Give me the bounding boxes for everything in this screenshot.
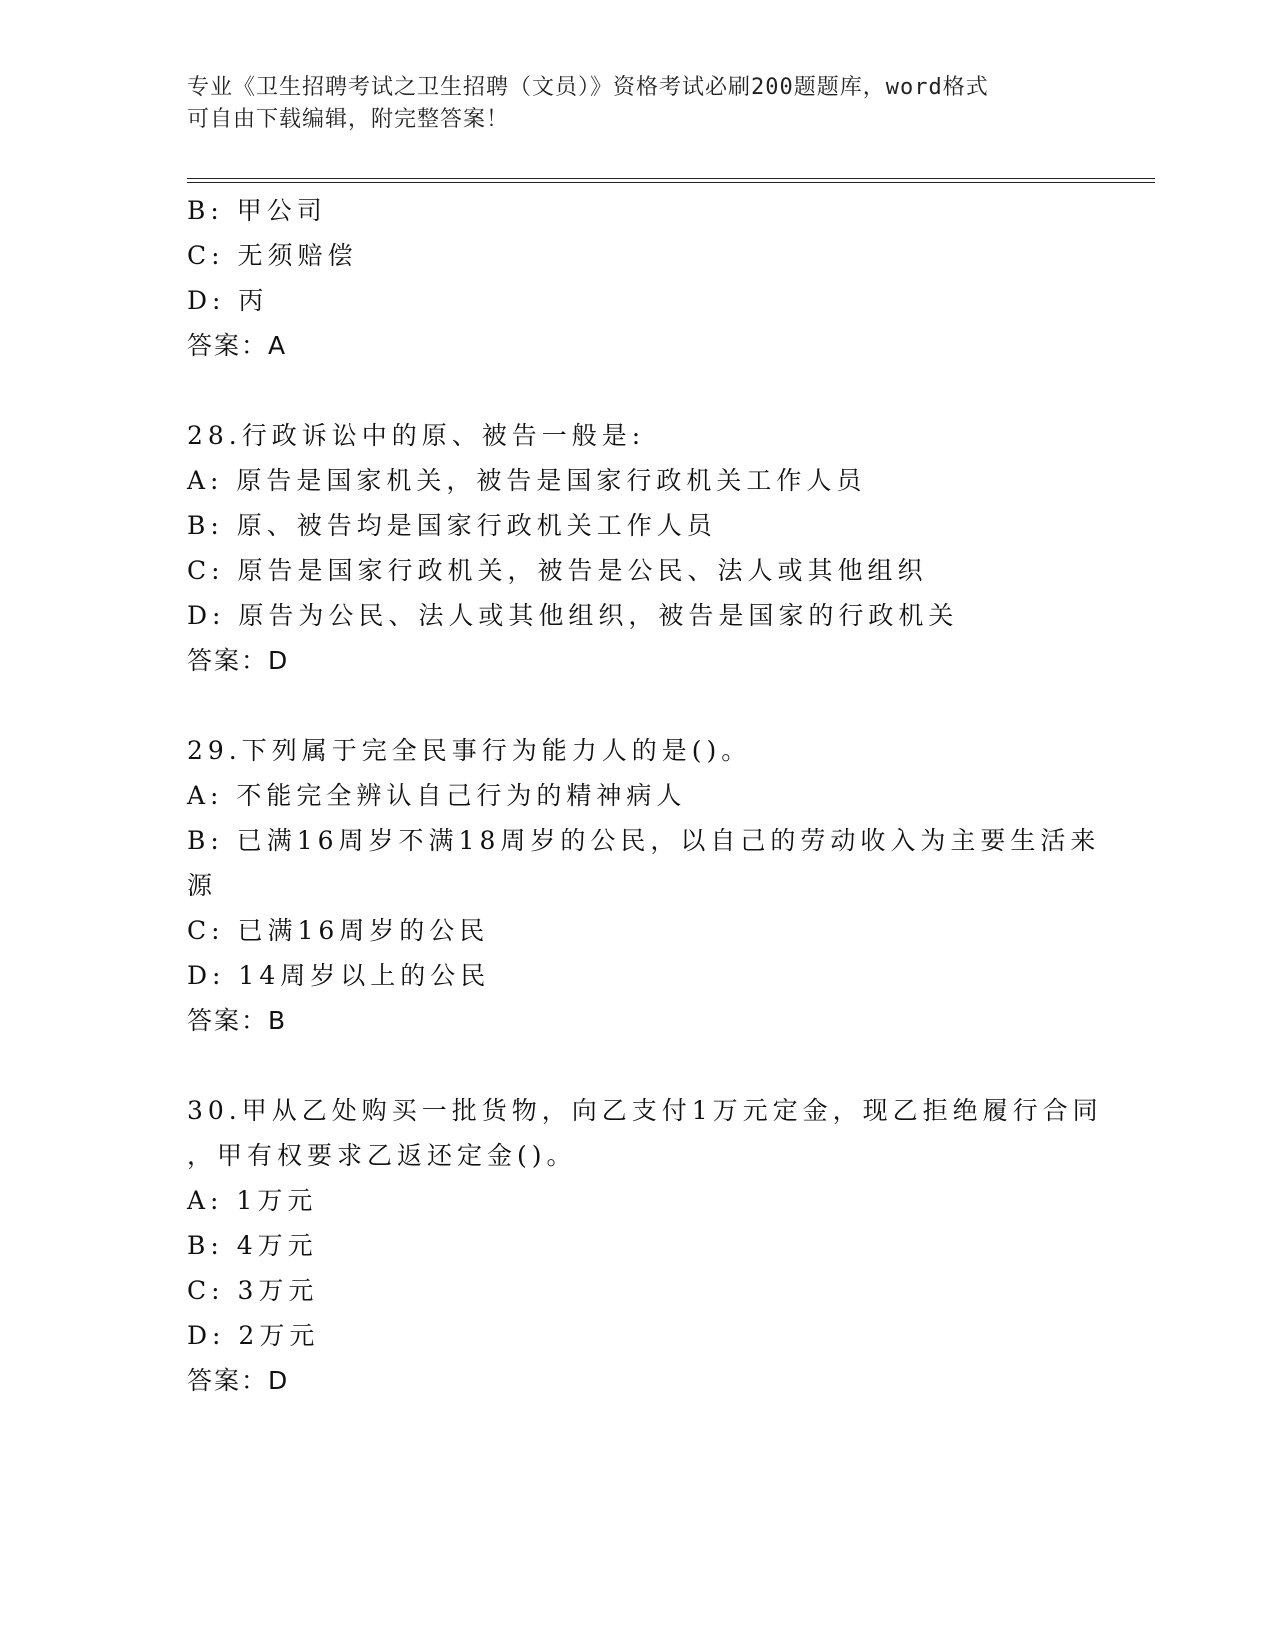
- q28-answer: 答案：D: [187, 646, 290, 675]
- q29-option-a: A: 不能完全辨认自己行为的精神病人: [187, 781, 687, 810]
- q30-option-c: C: 3万元: [187, 1276, 319, 1305]
- question-29-block: [187, 728, 1101, 1043]
- header-divider-bottom: [187, 182, 1155, 183]
- question-list: [187, 188, 1103, 1403]
- q30-option-a: A: 1万元: [187, 1186, 318, 1215]
- q29-option-b-line2: 源: [187, 871, 218, 900]
- q28-stem: 28.行政诉讼中的原、被告一般是:: [187, 421, 646, 450]
- q30-answer: 答案：D: [187, 1366, 290, 1395]
- spacer: [187, 683, 1087, 728]
- q27-option-d: D: 丙: [187, 286, 269, 315]
- spacer: [187, 368, 1087, 413]
- q30-stem-line1: 30.甲从乙处购买一批货物，向乙支付1万元定金，现乙拒绝履行合同: [187, 1096, 1103, 1125]
- question-27-block: [187, 188, 1087, 368]
- header-title-line2: 可自由下载编辑，附完整答案！: [187, 107, 510, 132]
- q29-option-c: C: 已满16周岁的公民: [187, 916, 490, 945]
- q30-option-b: B: 4万元: [187, 1231, 318, 1260]
- q29-answer: 答案：B: [187, 1006, 288, 1035]
- q30-option-d: D: 2万元: [187, 1321, 320, 1350]
- q30-stem-line2: ，甲有权要求乙返还定金()。: [187, 1141, 577, 1170]
- question-28-block: [187, 413, 1087, 683]
- spacer: [187, 1043, 1087, 1088]
- q28-option-a: A: 原告是国家机关，被告是国家行政机关工作人员: [187, 466, 867, 495]
- q29-option-d: D: 14周岁以上的公民: [187, 961, 491, 990]
- page-header: [187, 72, 1087, 136]
- q27-answer: 答案：A: [187, 331, 288, 360]
- q27-option-b: B: 甲公司: [187, 196, 327, 225]
- question-30-block: [187, 1088, 1103, 1403]
- header-divider-top: [187, 178, 1155, 179]
- q29-option-b-line1: B: 已满16周岁不满18周岁的公民，以自己的劳动收入为主要生活来: [187, 826, 1101, 855]
- q27-option-c: C: 无须赔偿: [187, 241, 358, 270]
- header-title-line1: 专业《卫生招聘考试之卫生招聘（文员）》资格考试必刷200题题库，word格式: [187, 75, 989, 100]
- q29-stem: 29.下列属于完全民事行为能力人的是()。: [187, 736, 752, 765]
- q28-option-b: B: 原、被告均是国家行政机关工作人员: [187, 511, 717, 540]
- q28-option-d: D: 原告为公民、法人或其他组织，被告是国家的行政机关: [187, 601, 959, 630]
- q28-option-c: C: 原告是国家行政机关，被告是公民、法人或其他组织: [187, 556, 928, 585]
